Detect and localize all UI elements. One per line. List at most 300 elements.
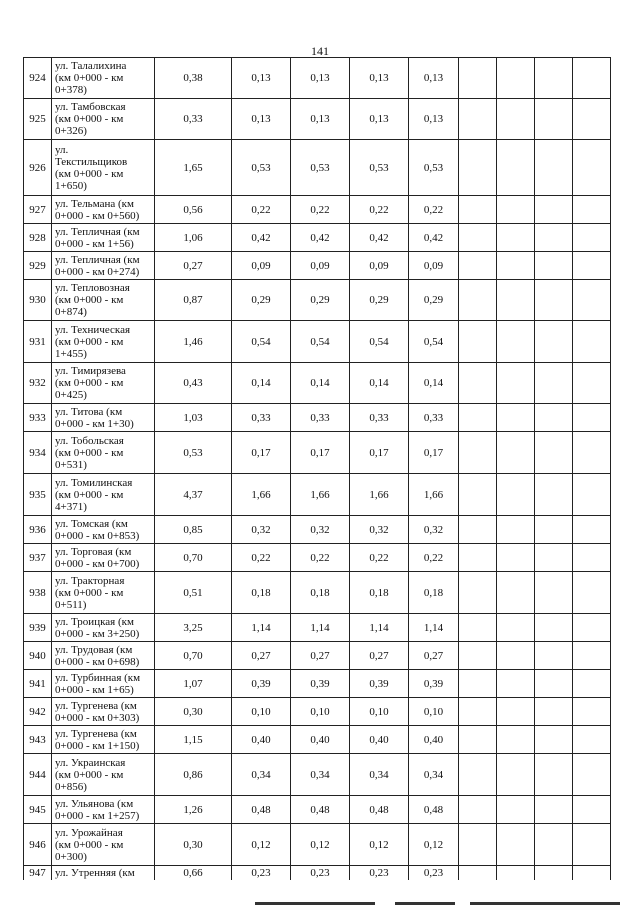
empty-cell: [535, 252, 573, 280]
empty-cell: [573, 516, 611, 544]
value-cell: 1,03: [155, 404, 232, 432]
value-cell: 0,27: [155, 252, 232, 280]
value-cell: 0,34: [232, 754, 291, 796]
street-name-line: ул. Тепличная (км: [55, 225, 140, 238]
value-cell: 0,14: [350, 363, 409, 404]
value-cell: 0,43: [155, 363, 232, 404]
empty-cell: [535, 824, 573, 866]
empty-cell: [535, 614, 573, 642]
value-cell: 0,33: [232, 404, 291, 432]
empty-cell: [497, 642, 535, 670]
street-name-line: ул. Утренняя (км: [55, 866, 135, 879]
value-cell: 0,32: [350, 516, 409, 544]
row-number: 942: [24, 698, 52, 726]
empty-cell: [573, 224, 611, 252]
value-cell: 0,33: [350, 404, 409, 432]
value-cell: 0,13: [232, 99, 291, 140]
table-row: [24, 321, 611, 363]
street-name-line: ул. Троицкая (км: [55, 615, 134, 628]
empty-cell: [573, 754, 611, 796]
table-row: [24, 754, 611, 796]
value-cell: 0,54: [350, 321, 409, 363]
street-name-line: ул. Тепличная (км: [55, 253, 140, 266]
street-name-line: 0+326): [55, 125, 87, 137]
street-name-line: 0+000 - км 0+853): [55, 529, 140, 542]
street-name: [52, 224, 155, 252]
street-name-line: ул. Томская (км: [55, 517, 128, 530]
street-name-line: ул. Урожайная: [55, 826, 123, 839]
street-name: [52, 670, 155, 698]
value-cell: 0,32: [232, 516, 291, 544]
empty-cell: [573, 252, 611, 280]
value-cell: 0,42: [291, 224, 350, 252]
empty-cell: [535, 224, 573, 252]
value-cell: 0,39: [350, 670, 409, 698]
street-name-line: ул. Тамбовская: [55, 101, 126, 113]
street-name-line: 0+000 - км 0+700): [55, 557, 140, 570]
empty-cell: [535, 321, 573, 363]
street-name: [52, 252, 155, 280]
value-cell: 0,33: [291, 404, 350, 432]
street-name-line: ул.: [55, 143, 69, 156]
value-cell: 0,22: [232, 544, 291, 572]
value-cell: 0,10: [409, 698, 459, 726]
value-cell: 0,29: [291, 280, 350, 321]
empty-cell: [535, 754, 573, 796]
street-name-line: ул. Турбинная (км: [55, 671, 141, 684]
value-cell: 0,54: [409, 321, 459, 363]
empty-cell: [497, 824, 535, 866]
street-name-line: ул. Торговая (км: [55, 545, 132, 558]
street-name-line: 0+000 - км 0+560): [55, 209, 140, 222]
value-cell: 0,10: [350, 698, 409, 726]
empty-cell: [459, 99, 497, 140]
table-row: [24, 824, 611, 866]
value-cell: 0,30: [155, 698, 232, 726]
street-name-line: 0+000 - км 1+30): [55, 417, 134, 430]
empty-cell: [497, 224, 535, 252]
empty-cell: [459, 252, 497, 280]
street-name: [52, 280, 155, 321]
value-cell: 4,37: [155, 474, 232, 516]
empty-cell: [497, 252, 535, 280]
row-number: 939: [24, 614, 52, 642]
row-number: 928: [24, 224, 52, 252]
empty-cell: [573, 474, 611, 516]
value-cell: 0,22: [350, 196, 409, 224]
value-cell: 0,56: [155, 196, 232, 224]
street-name-line: ул. Тимирязева: [55, 365, 126, 377]
street-name-line: 0+511): [55, 598, 87, 611]
value-cell: 1,14: [232, 614, 291, 642]
value-cell: 0,48: [409, 796, 459, 824]
value-cell: 1,66: [232, 474, 291, 516]
empty-cell: [497, 796, 535, 824]
value-cell: 0,33: [409, 404, 459, 432]
street-name: [52, 698, 155, 726]
street-name: [52, 321, 155, 363]
value-cell: 0,23: [409, 866, 459, 880]
value-cell: 1,46: [155, 321, 232, 363]
street-name-line: (км 0+000 - км: [55, 335, 124, 348]
empty-cell: [573, 866, 611, 880]
empty-cell: [497, 99, 535, 140]
street-name-line: 0+425): [55, 389, 87, 401]
empty-cell: [497, 363, 535, 404]
row-number: 930: [24, 280, 52, 321]
value-cell: 0,14: [232, 363, 291, 404]
value-cell: 0,09: [232, 252, 291, 280]
empty-cell: [573, 796, 611, 824]
value-cell: 0,40: [409, 726, 459, 754]
value-cell: 1,14: [291, 614, 350, 642]
value-cell: 0,27: [409, 642, 459, 670]
value-cell: 0,17: [291, 432, 350, 474]
street-name-line: (км 0+000 - км: [55, 838, 124, 851]
street-name-line: Текстильщиков: [55, 155, 128, 168]
street-name-line: 0+000 - км 0+698): [55, 655, 140, 668]
empty-cell: [459, 824, 497, 866]
empty-cell: [535, 432, 573, 474]
empty-cell: [535, 99, 573, 140]
street-name-line: (км 0+000 - км: [55, 377, 124, 389]
value-cell: 0,12: [291, 824, 350, 866]
value-cell: 0,22: [232, 196, 291, 224]
street-name: [52, 140, 155, 196]
value-cell: 0,27: [232, 642, 291, 670]
table-row: [24, 474, 611, 516]
empty-cell: [459, 140, 497, 196]
street-name-line: (км 0+000 - км: [55, 113, 124, 125]
value-cell: 0,53: [291, 140, 350, 196]
value-cell: 0,27: [350, 642, 409, 670]
empty-cell: [573, 726, 611, 754]
empty-cell: [459, 726, 497, 754]
empty-cell: [497, 670, 535, 698]
empty-cell: [573, 280, 611, 321]
value-cell: 0,32: [409, 516, 459, 544]
empty-cell: [573, 824, 611, 866]
street-name-line: (км 0+000 - км: [55, 446, 124, 459]
street-name-line: ул. Трудовая (км: [55, 643, 133, 656]
street-name-line: (км 0+000 - км: [55, 72, 124, 84]
street-name: [52, 363, 155, 404]
value-cell: 0,40: [232, 726, 291, 754]
empty-cell: [535, 726, 573, 754]
empty-cell: [535, 58, 573, 99]
value-cell: 0,33: [155, 99, 232, 140]
empty-cell: [459, 572, 497, 614]
street-name-line: 1+455): [55, 347, 87, 360]
empty-cell: [497, 321, 535, 363]
empty-cell: [573, 698, 611, 726]
empty-cell: [535, 363, 573, 404]
value-cell: 0,13: [409, 58, 459, 99]
street-name-line: 0+000 - км 1+56): [55, 237, 134, 250]
value-cell: 1,14: [350, 614, 409, 642]
value-cell: 0,17: [409, 432, 459, 474]
value-cell: 0,53: [155, 432, 232, 474]
value-cell: 1,66: [350, 474, 409, 516]
street-name-line: 0+000 - км 1+65): [55, 683, 134, 696]
empty-cell: [497, 432, 535, 474]
table-row: [24, 196, 611, 224]
street-name: [52, 432, 155, 474]
street-name-line: ул. Тургенева (км: [55, 699, 137, 712]
empty-cell: [459, 404, 497, 432]
value-cell: 0,32: [291, 516, 350, 544]
value-cell: 0,70: [155, 544, 232, 572]
value-cell: 0,22: [291, 196, 350, 224]
empty-cell: [535, 796, 573, 824]
street-name: [52, 196, 155, 224]
street-name-line: ул. Тургенева (км: [55, 727, 137, 740]
empty-cell: [573, 642, 611, 670]
value-cell: 0,22: [409, 544, 459, 572]
value-cell: 0,86: [155, 754, 232, 796]
empty-cell: [535, 140, 573, 196]
street-name-line: (км 0+000 - км: [55, 768, 124, 781]
street-name-line: 0+000 - км 3+250): [55, 627, 140, 640]
empty-cell: [535, 280, 573, 321]
empty-cell: [573, 321, 611, 363]
street-name-line: 0+000 - км 0+303): [55, 711, 140, 724]
street-name-line: (км 0+000 - км: [55, 586, 124, 599]
street-name-line: ул. Ульянова (км: [55, 797, 134, 810]
value-cell: 0,48: [232, 796, 291, 824]
empty-cell: [497, 516, 535, 544]
value-cell: 0,10: [291, 698, 350, 726]
empty-cell: [535, 866, 573, 880]
value-cell: 0,18: [232, 572, 291, 614]
value-cell: 0,34: [409, 754, 459, 796]
empty-cell: [497, 404, 535, 432]
value-cell: 0,53: [350, 140, 409, 196]
empty-cell: [535, 698, 573, 726]
table-row: [24, 224, 611, 252]
value-cell: 0,85: [155, 516, 232, 544]
street-name: [52, 516, 155, 544]
empty-cell: [573, 196, 611, 224]
street-name-line: ул. Томилинская: [55, 476, 133, 489]
street-name-line: 0+000 - км 1+150): [55, 739, 140, 752]
street-name: [52, 572, 155, 614]
street-name: [52, 866, 155, 880]
page-number: 141: [311, 44, 329, 58]
street-name: [52, 726, 155, 754]
street-name: [52, 404, 155, 432]
value-cell: 0,34: [350, 754, 409, 796]
value-cell: 0,09: [350, 252, 409, 280]
value-cell: 0,39: [232, 670, 291, 698]
street-name-line: 0+300): [55, 850, 87, 863]
empty-cell: [573, 99, 611, 140]
street-name-line: (км 0+000 - км: [55, 488, 124, 501]
value-cell: 0,48: [350, 796, 409, 824]
empty-cell: [459, 432, 497, 474]
table-row: [24, 866, 611, 880]
value-cell: 0,23: [232, 866, 291, 880]
value-cell: 1,65: [155, 140, 232, 196]
value-cell: 0,10: [232, 698, 291, 726]
value-cell: 0,53: [232, 140, 291, 196]
street-name-line: 4+371): [55, 500, 87, 513]
value-cell: 0,30: [155, 824, 232, 866]
empty-cell: [535, 516, 573, 544]
table-row: [24, 280, 611, 321]
value-cell: 0,18: [409, 572, 459, 614]
value-cell: 0,40: [291, 726, 350, 754]
value-cell: 0,54: [232, 321, 291, 363]
empty-cell: [497, 58, 535, 99]
empty-cell: [459, 698, 497, 726]
value-cell: 0,39: [409, 670, 459, 698]
street-name-line: 0+000 - км 0+274): [55, 265, 140, 278]
value-cell: 0,29: [232, 280, 291, 321]
empty-cell: [459, 754, 497, 796]
row-number: 927: [24, 196, 52, 224]
value-cell: 0,13: [291, 99, 350, 140]
street-name: [52, 544, 155, 572]
street-name-line: 1+650): [55, 179, 87, 192]
street-name: [52, 642, 155, 670]
value-cell: 0,13: [350, 99, 409, 140]
row-number: 944: [24, 754, 52, 796]
table-row: [24, 544, 611, 572]
value-cell: 1,14: [409, 614, 459, 642]
row-number: 926: [24, 140, 52, 196]
street-name-line: 0+000 - км 1+257): [55, 809, 140, 822]
table-row: [24, 363, 611, 404]
empty-cell: [459, 321, 497, 363]
value-cell: 0,38: [155, 58, 232, 99]
street-name: [52, 796, 155, 824]
table-row: [24, 796, 611, 824]
empty-cell: [459, 544, 497, 572]
table-row: [24, 670, 611, 698]
empty-cell: [573, 670, 611, 698]
street-name: [52, 614, 155, 642]
table-row: [24, 698, 611, 726]
row-number: 943: [24, 726, 52, 754]
empty-cell: [497, 280, 535, 321]
value-cell: 0,17: [232, 432, 291, 474]
empty-cell: [497, 754, 535, 796]
empty-cell: [497, 544, 535, 572]
table-row: [24, 58, 611, 99]
value-cell: 1,66: [291, 474, 350, 516]
empty-cell: [535, 670, 573, 698]
street-name-line: ул. Тобольская: [55, 434, 124, 447]
value-cell: 0,34: [291, 754, 350, 796]
value-cell: 0,22: [291, 544, 350, 572]
value-cell: 0,66: [155, 866, 232, 880]
empty-cell: [497, 726, 535, 754]
value-cell: 0,53: [409, 140, 459, 196]
empty-cell: [573, 363, 611, 404]
row-number: 937: [24, 544, 52, 572]
street-name: [52, 99, 155, 140]
empty-cell: [459, 474, 497, 516]
row-number: 929: [24, 252, 52, 280]
row-number: 924: [24, 58, 52, 99]
table-row: [24, 99, 611, 140]
empty-cell: [573, 572, 611, 614]
row-number: 934: [24, 432, 52, 474]
street-name-line: (км 0+000 - км: [55, 167, 124, 180]
empty-cell: [459, 796, 497, 824]
row-number: 945: [24, 796, 52, 824]
value-cell: 0,22: [350, 544, 409, 572]
table-row: [24, 140, 611, 196]
value-cell: 0,18: [291, 572, 350, 614]
empty-cell: [535, 544, 573, 572]
empty-cell: [497, 196, 535, 224]
empty-cell: [459, 614, 497, 642]
empty-cell: [497, 474, 535, 516]
empty-cell: [459, 866, 497, 880]
empty-cell: [535, 404, 573, 432]
value-cell: 0,12: [350, 824, 409, 866]
street-name-line: 0+856): [55, 780, 87, 793]
street-name-line: ул. Техническая: [55, 323, 131, 336]
street-name: [52, 474, 155, 516]
empty-cell: [573, 544, 611, 572]
value-cell: 0,13: [232, 58, 291, 99]
empty-cell: [573, 58, 611, 99]
value-cell: 0,29: [350, 280, 409, 321]
value-cell: 0,39: [291, 670, 350, 698]
value-cell: 0,13: [291, 58, 350, 99]
street-name-line: (км 0+000 - км: [55, 294, 124, 306]
value-cell: 0,87: [155, 280, 232, 321]
value-cell: 0,13: [350, 58, 409, 99]
value-cell: 1,66: [409, 474, 459, 516]
value-cell: 0,23: [291, 866, 350, 880]
empty-cell: [573, 432, 611, 474]
table-row: [24, 642, 611, 670]
street-name-line: ул. Титова (км: [55, 405, 123, 418]
empty-cell: [459, 642, 497, 670]
value-cell: 0,42: [409, 224, 459, 252]
street-name-line: ул. Талалихина: [55, 60, 127, 72]
row-number: 931: [24, 321, 52, 363]
empty-cell: [459, 58, 497, 99]
row-number: 932: [24, 363, 52, 404]
value-cell: 3,25: [155, 614, 232, 642]
street-name-line: 0+378): [55, 84, 87, 96]
value-cell: 0,51: [155, 572, 232, 614]
empty-cell: [459, 516, 497, 544]
street-name: [52, 58, 155, 99]
row-number: 940: [24, 642, 52, 670]
empty-cell: [459, 280, 497, 321]
value-cell: 0,12: [232, 824, 291, 866]
value-cell: 0,12: [409, 824, 459, 866]
empty-cell: [535, 642, 573, 670]
value-cell: 0,22: [409, 196, 459, 224]
table-row: [24, 614, 611, 642]
street-name-line: ул. Тепловозная: [55, 282, 130, 294]
row-number: 947: [24, 866, 52, 880]
value-cell: 0,29: [409, 280, 459, 321]
row-number: 925: [24, 99, 52, 140]
empty-cell: [497, 614, 535, 642]
value-cell: 0,54: [291, 321, 350, 363]
table-row: [24, 516, 611, 544]
value-cell: 0,70: [155, 642, 232, 670]
street-name-line: 0+531): [55, 458, 87, 471]
